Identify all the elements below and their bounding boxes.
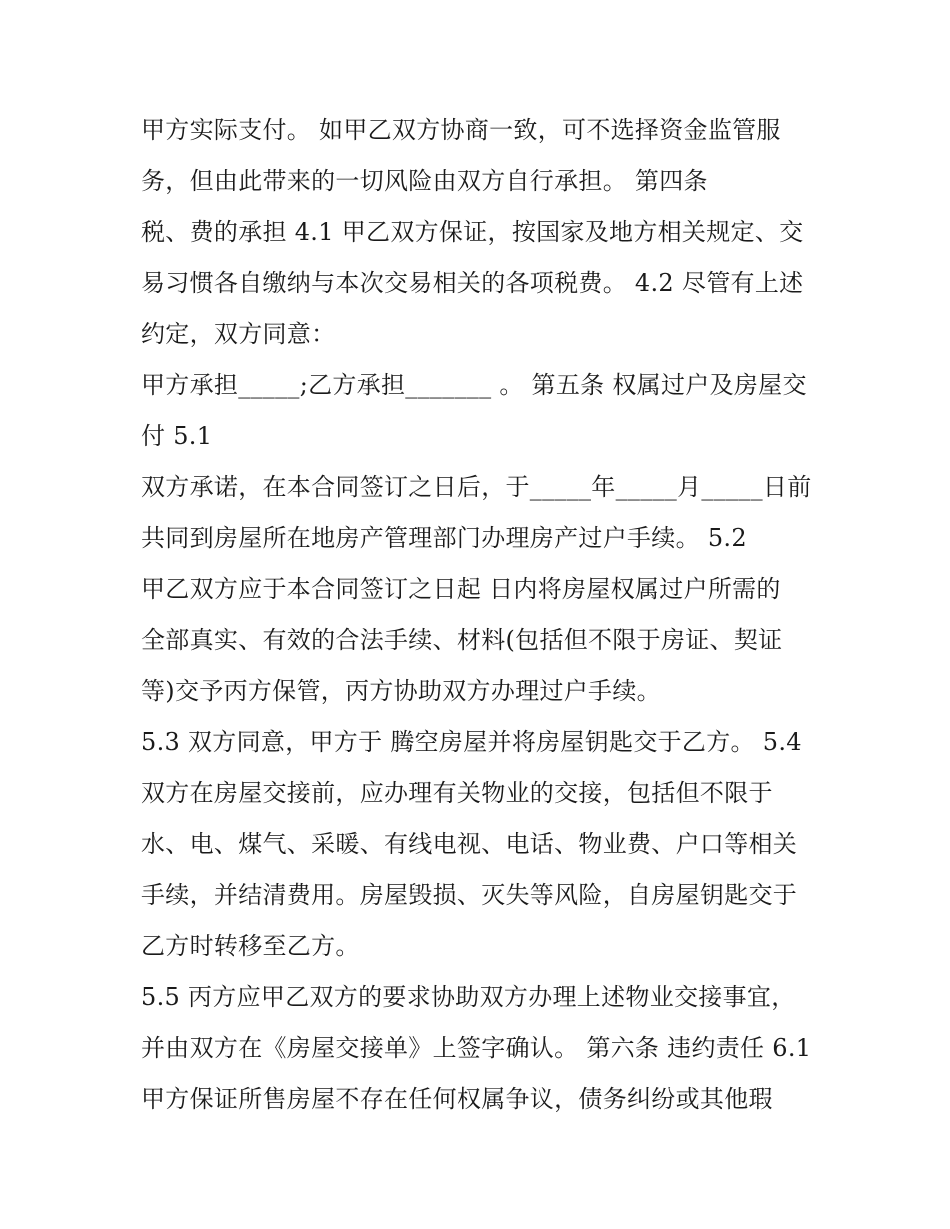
- text-line: 并由双方在《房屋交接单》上签字确认。 第六条 违约责任 6.1: [141, 1034, 812, 1062]
- text-line: 务，但由此带来的一切风险由双方自行承担。 第四条: [141, 167, 708, 195]
- text-line: 共同到房屋所在地房产管理部门办理房产过户手续。 5.2: [141, 524, 747, 552]
- text-line: 约定，双方同意：: [141, 320, 336, 348]
- text-line: 全部真实、有效的合法手续、材料(包括但不限于房证、契证: [141, 626, 783, 654]
- text-line: 水、电、煤气、采暖、有线电视、电话、物业费、户口等相关: [141, 830, 798, 858]
- text-line: 付 5.1: [141, 422, 213, 450]
- contract-body-text: [141, 108, 831, 1128]
- text-line: 双方在房屋交接前，应办理有关物业的交接，包括但不限于: [141, 779, 773, 807]
- text-line: 易习惯各自缴纳与本次交易相关的各项税费。 4.2 尽管有上述: [141, 269, 804, 297]
- text-line: 等)交予丙方保管，丙方协助双方办理过户手续。: [141, 677, 661, 705]
- text-line: 5.5 丙方应甲乙双方的要求协助双方办理上述物业交接事宜，: [141, 983, 796, 1011]
- text-line: 双方承诺，在本合同签订之日后，于_____年_____月_____日前: [141, 473, 812, 501]
- text-line: 5.3 双方同意，甲方于 腾空房屋并将房屋钥匙交于乙方。 5.4: [141, 728, 802, 756]
- text-line: 甲方承担_____;乙方承担_______ 。 第五条 权属过户及房屋交: [141, 371, 807, 399]
- text-line: 甲方保证所售房屋不存在任何权属争议，债务纠纷或其他瑕: [141, 1085, 773, 1113]
- text-line: 甲方实际支付。 如甲乙双方协商一致，可不选择资金监管服: [141, 116, 781, 144]
- text-line: 甲乙双方应于本合同签订之日起 日内将房屋权属过户所需的: [141, 575, 781, 603]
- text-line: 手续，并结清费用。房屋毁损、灭失等风险，自房屋钥匙交于: [141, 881, 798, 909]
- text-line: 税、费的承担 4.1 甲乙双方保证，按国家及地方相关规定、交: [141, 218, 804, 246]
- text-line: 乙方时转移至乙方。: [141, 932, 360, 960]
